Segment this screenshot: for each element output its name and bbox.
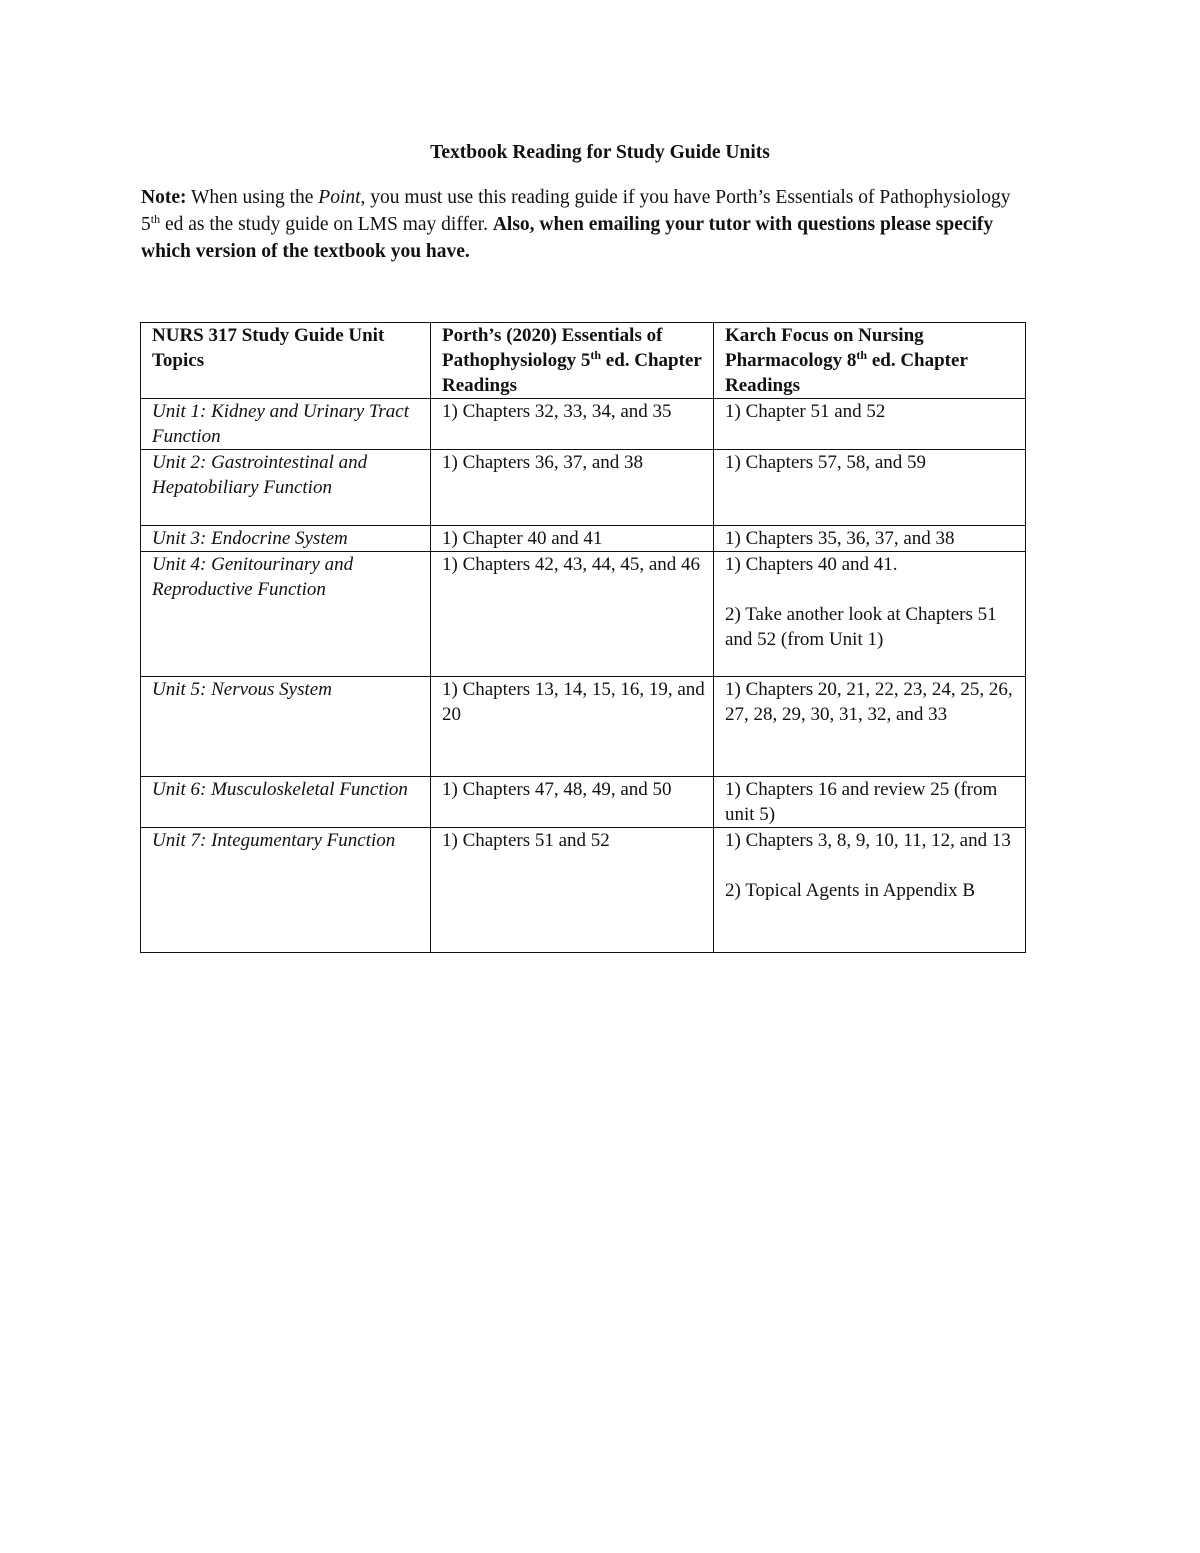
note-paragraph [141, 184, 1026, 265]
note-superscript: th [150, 212, 161, 226]
note-text-3: ed as the study guide on LMS may differ. [160, 214, 493, 235]
note-italic-point: Point [318, 187, 361, 208]
karch-cell: 1) Chapters 16 and review 25 (from unit 5) [714, 777, 1026, 828]
note-label: Note: [141, 187, 187, 208]
karch-cell: 1) Chapters 57, 58, and 59 [714, 450, 1026, 526]
porth-cell: 1) Chapters 32, 33, 34, and 35 [431, 399, 714, 450]
unit-cell: Unit 5: Nervous System [141, 677, 431, 777]
table-row [141, 450, 1026, 526]
unit-cell: Unit 2: Gastrointestinal and Hepatobiliary Function [141, 450, 431, 526]
table-row [141, 526, 1026, 552]
note-text-2: , you must use this reading guide if you have Porth’s Essentials of Pathophysiology 5 [141, 187, 1011, 235]
porth-cell: 1) Chapters 51 and 52 [431, 828, 714, 953]
table-row [141, 777, 1026, 828]
porth-cell: 1) Chapters 13, 14, 15, 16, 19, and 20 [431, 677, 714, 777]
karch-cell: 1) Chapters 35, 36, 37, and 38 [714, 526, 1026, 552]
karch-cell: 1) Chapters 20, 21, 22, 23, 24, 25, 26, 27, 28, 29, 30, 31, 32, and 33 [714, 677, 1026, 777]
unit-cell: Unit 4: Genitourinary and Reproductive Function [141, 552, 431, 677]
unit-cell: Unit 6: Musculoskeletal Function [141, 777, 431, 828]
karch-cell: 1) Chapter 51 and 52 [714, 399, 1026, 450]
unit-cell: Unit 7: Integumentary Function [141, 828, 431, 953]
table-row [141, 552, 1026, 677]
header-porth-readings: Porth’s (2020) Essentials of Pathophysiology 5th ed. Chapter Readings [431, 323, 714, 399]
porth-cell: 1) Chapters 36, 37, and 38 [431, 450, 714, 526]
note-text-1: When using the [186, 187, 319, 208]
header-unit-topics: NURS 317 Study Guide Unit Topics [141, 323, 431, 399]
karch-cell: 1) Chapters 3, 8, 9, 10, 11, 12, and 13 2) Topical Agents in Appendix B [714, 828, 1026, 953]
unit-cell: Unit 3: Endocrine System [141, 526, 431, 552]
note-bold-tail: Also, when emailing your tutor with questions please specify which version of the textbook you have. [141, 214, 994, 262]
table-row [141, 399, 1026, 450]
unit-cell: Unit 1: Kidney and Urinary Tract Function [141, 399, 431, 450]
table-header-row [141, 323, 1026, 399]
table-row [141, 677, 1026, 777]
porth-cell: 1) Chapters 42, 43, 44, 45, and 46 [431, 552, 714, 677]
document-title: Textbook Reading for Study Guide Units [430, 142, 770, 163]
karch-cell: 1) Chapters 40 and 41. 2) Take another look at Chapters 51 and 52 (from Unit 1) [714, 552, 1026, 677]
header-karch-readings: Karch Focus on Nursing Pharmacology 8th ed. Chapter Readings [714, 323, 1026, 399]
porth-cell: 1) Chapters 47, 48, 49, and 50 [431, 777, 714, 828]
porth-cell: 1) Chapter 40 and 41 [431, 526, 714, 552]
table-row [141, 828, 1026, 953]
reading-table [140, 322, 1026, 953]
